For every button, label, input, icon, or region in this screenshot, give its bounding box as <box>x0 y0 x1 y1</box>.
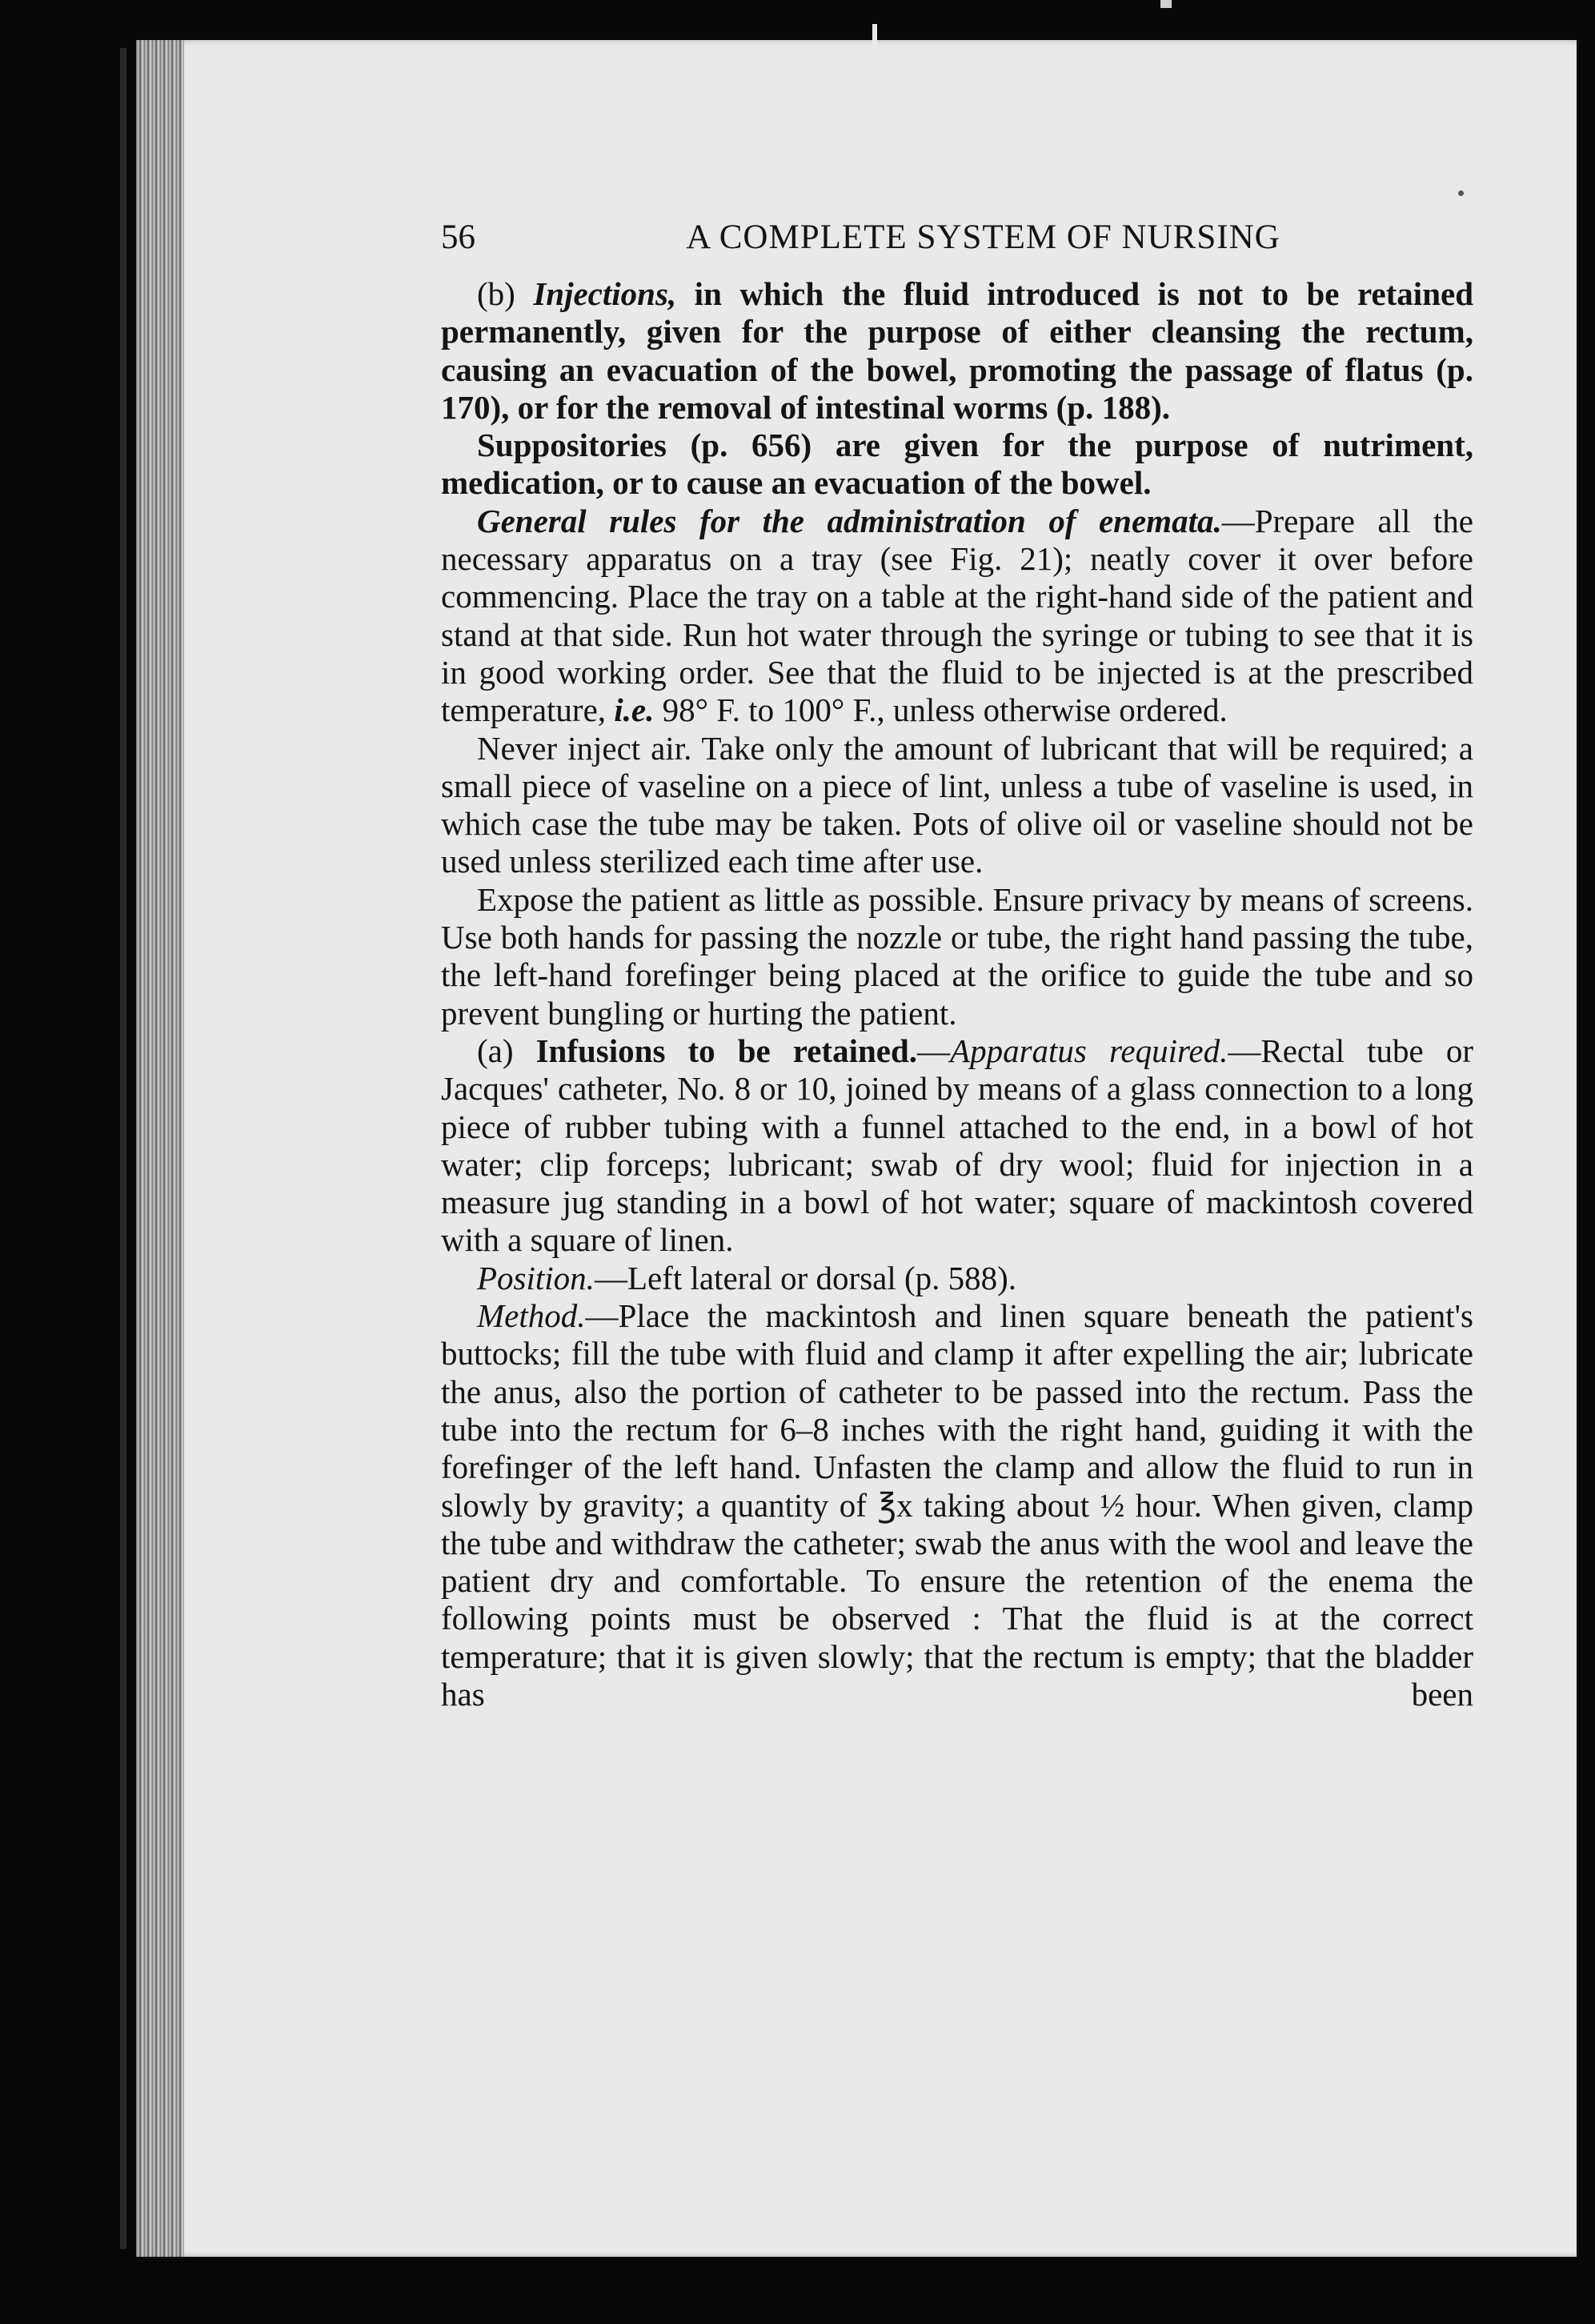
abbreviation-ie: i.e. <box>614 691 655 729</box>
text-run: — <box>917 1032 951 1069</box>
top-corner-mark <box>1160 0 1172 8</box>
text-run: Never inject air. Take only the amount of lubricant that will be required; a small piece of vaseline on a piece of lint, unless a tube of vaseline is used, in which case the tube may be taken. Pots of olive oil or vaseline should not be used unless sterilized each time after use. <box>441 729 1473 880</box>
paragraph-never-inject <box>441 730 1473 881</box>
text-run: —Prepare all the necessary apparatus on a tray (see Fig. 21); neatly cover it over before commencing. Place the tray on a table at the right-hand side of the patient and stand at that side. Run hot water through the syringe or tubing to see that it is in good working order. See that the fluid to be injected is at the prescribed temperature, <box>441 502 1473 729</box>
subheading-position: Position. <box>477 1259 595 1296</box>
text-run: 98° F. to 100° F., unless otherwise ordered. <box>654 691 1228 729</box>
running-head: A COMPLETE SYSTEM OF NURSING <box>686 218 1280 256</box>
page-text <box>441 214 1473 1713</box>
page-edges <box>136 40 184 2257</box>
section-heading-general-rules: General rules for the administration of enemata. <box>477 502 1222 539</box>
top-edge-mark <box>872 24 877 72</box>
paragraph-position <box>441 1260 1473 1297</box>
book-gutter <box>120 48 126 2249</box>
text-run: Expose the patient as little as possible. Ensure privacy by means of screens. Use both hands for passing the nozzle or tube, the right hand passing the tube, the left-hand forefinger being placed at the orifice to guide the tube and so prevent bungling or hurting the patient. <box>441 880 1473 1032</box>
text-run: (a) <box>477 1032 536 1069</box>
text-run: —Left lateral or dorsal (p. 588). <box>594 1259 1017 1296</box>
text-run: Suppositories (p. 656) are given for the purpose of nutriment, medication, or to cause an evacuation of the bowel. <box>441 427 1473 502</box>
page-number: 56 <box>441 218 475 256</box>
paragraph-infusions <box>441 1032 1473 1260</box>
subheading-method: Method. <box>477 1297 586 1335</box>
subheading-apparatus: Apparatus required. <box>950 1032 1228 1069</box>
text-run: —Place the mackintosh and linen square beneath the patient's buttocks; fill the tube with fluid and clamp it after expelling the air; lubricate the anus, also the portion of catheter to be passed into the rectum. Pass the tube into the rectum for 6–8 inches with the right hand, guiding it with the forefinger of the left hand. Unfasten the clamp and allow the fluid to run in slowly by gravity; a quantity of ℥x taking about ½ hour. When given, clamp the tube and withdraw the catheter; swab the anus with the wool and leave the patient dry and comfortable. To ensure the retention of the enema the following points must be observed : That the fluid is at the correct temperature; that it is given slowly; that the rectum is empty; that the bladder has been <box>441 1297 1473 1713</box>
text-run: in which the fluid introduced is not to be retained permanently, given for the purpose of either cleansing the rectum, causing an evacuation of the bowel, promoting the passage of flatus (p. 170), or for the removal of intestinal worms (p. 188). <box>441 275 1473 426</box>
section-heading-infusions: Infusions to be retained. <box>535 1032 918 1069</box>
paragraph-injections <box>441 275 1473 427</box>
paragraph-suppositories <box>441 427 1473 503</box>
term-injections: Injections, <box>533 275 677 312</box>
page-spot <box>1458 190 1464 196</box>
paragraph-general-rules <box>441 503 1473 730</box>
paragraph-method <box>441 1297 1473 1713</box>
text-run: —Rectal tube or Jacques' catheter, No. 8 or 10, joined by means of a glass connection to a long piece of rubber tubing with a funnel attached to the end, in a bowl of hot water; clip forceps; lubricant; swab of dry wool; fluid for injection in a measure jug standing in a bowl of hot water; square of mackintosh covered with a square of linen. <box>441 1032 1473 1259</box>
text-run: (b) <box>477 275 534 312</box>
page-header <box>441 214 1473 261</box>
paragraph-expose <box>441 881 1473 1032</box>
